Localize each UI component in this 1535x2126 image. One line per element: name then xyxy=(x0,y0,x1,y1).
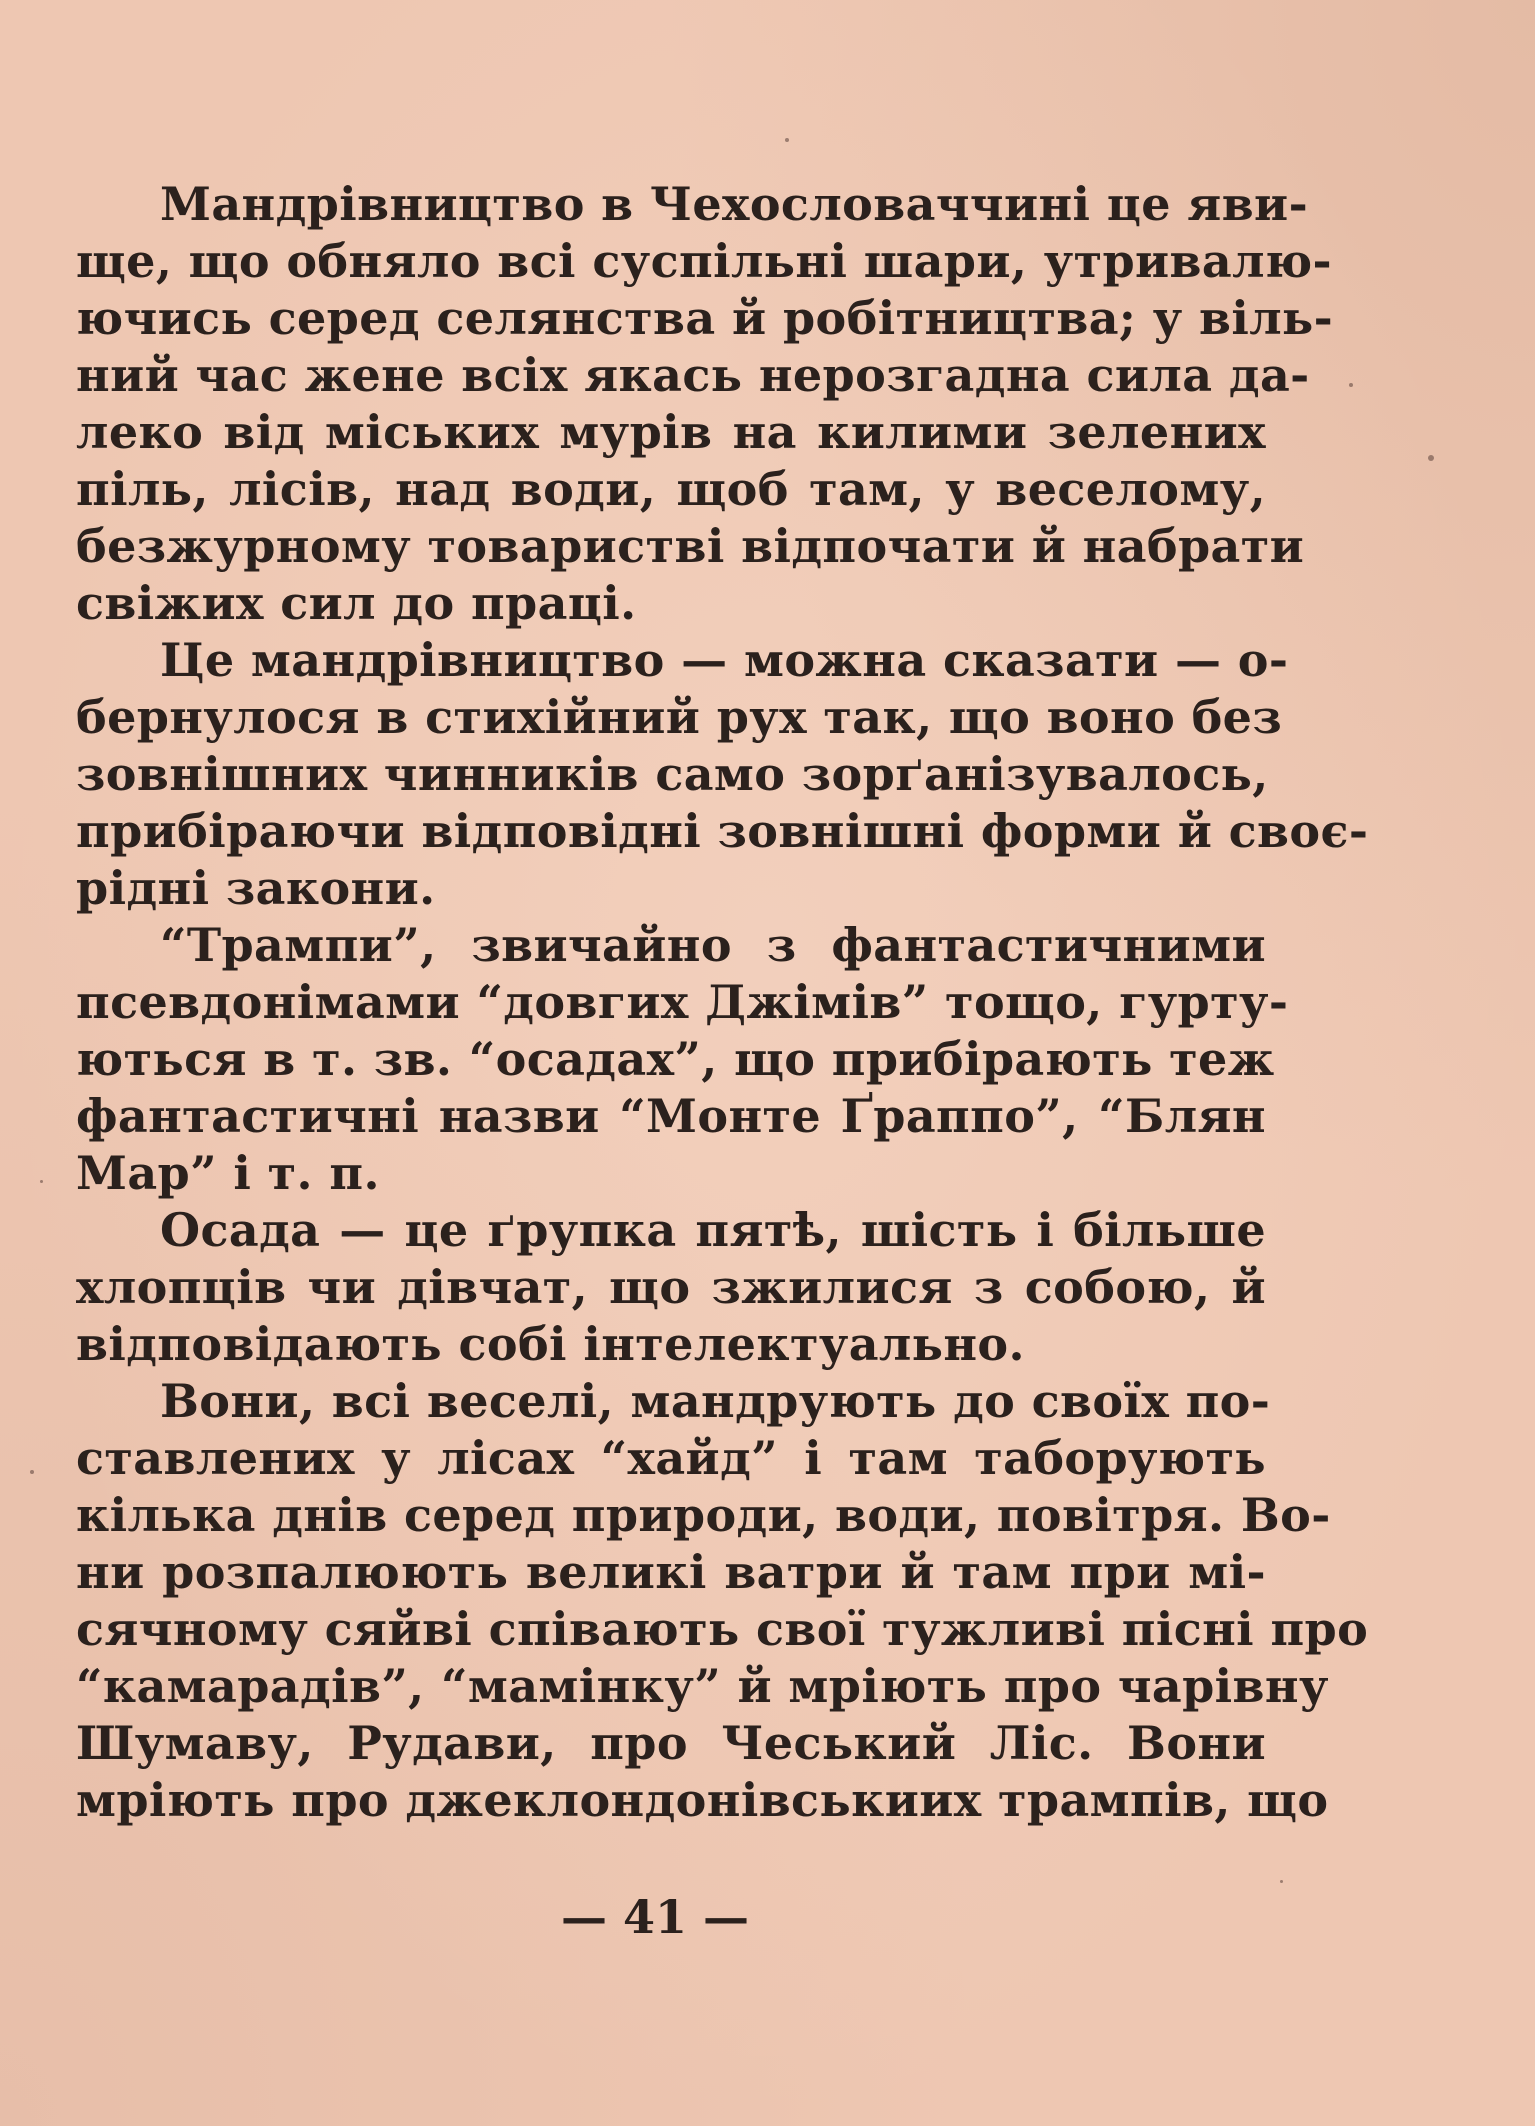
paper-speck xyxy=(30,1470,34,1474)
text-line: “камарадів”, “мамінку” й мріють про чарівну xyxy=(76,1659,1329,1713)
text-line: відповідають собі інтелектуально. xyxy=(76,1317,1025,1371)
text-line: хлопців чи дівчат, що зжилися з собою, й xyxy=(76,1260,1266,1314)
text-line: прибіраючи відповідні зовнішні форми й своє- xyxy=(76,804,1369,858)
text-line: зовнішних чинників само зорґанізувалось, xyxy=(76,747,1269,801)
text-line: псевдонімами “довгих Джімів” тощо, гурту- xyxy=(76,975,1289,1029)
text-line: Мар” і т. п. xyxy=(76,1146,380,1200)
text-line: безжурному товаристві відпочати й набрати xyxy=(76,519,1305,573)
paper-speck xyxy=(40,1180,43,1183)
text-line: мріють про джеклондонівськиих трампів, що xyxy=(76,1773,1329,1827)
paper-speck xyxy=(1428,455,1434,461)
text-line: ставлених у лісах “хайд” і там таборують xyxy=(76,1431,1266,1485)
text-line: ючись серед селянства й робітництва; у віль- xyxy=(76,291,1334,345)
text-line: ще, що обняло всі суспільні шари, утривалю- xyxy=(76,234,1333,288)
paper-speck xyxy=(1280,1880,1283,1883)
paper-speck xyxy=(785,138,789,142)
text-line: фантастичні назви “Монте Ґраппо”, “Блян xyxy=(76,1089,1266,1143)
text-line: бернулося в стихійний рух так, що воно без xyxy=(76,690,1283,744)
text-line: Це мандрівництво — можна сказати — о- xyxy=(160,633,1289,687)
text-line: рідні закони. xyxy=(76,861,436,915)
text-line: леко від міських мурів на килими зелених xyxy=(76,405,1266,459)
text-line: піль, лісів, над води, щоб там, у веселому, xyxy=(76,462,1266,516)
paper-speck xyxy=(1349,383,1353,387)
text-line: Осада — це ґрупка пятѣ, шість і більше xyxy=(160,1203,1266,1257)
text-line: свіжих сил до праці. xyxy=(76,576,637,630)
text-line: ни розпалюють великі ватри й там при мі- xyxy=(76,1545,1266,1599)
body-text xyxy=(76,176,1369,1829)
text-line: ний час жене всіх якась нерозгадна сила да- xyxy=(76,348,1310,402)
text-line: Мандрівництво в Чехословаччині це яви- xyxy=(160,177,1309,231)
text-line: сячному сяйві співають свої тужливі пісні про xyxy=(76,1602,1369,1656)
text-line: кілька днів серед природи, води, повітря. Во- xyxy=(76,1488,1331,1542)
text-line: “Трампи”, звичайно з фантастичними xyxy=(160,918,1266,972)
page-number: — 41 — xyxy=(560,1890,750,1944)
text-line: ються в т. зв. “осадах”, що прибірають теж xyxy=(76,1032,1275,1086)
text-line: Шумаву, Рудави, про Чеський Ліс. Вони xyxy=(76,1716,1266,1770)
text-line: Вони, всі веселі, мандрують до своїх по- xyxy=(160,1374,1271,1428)
